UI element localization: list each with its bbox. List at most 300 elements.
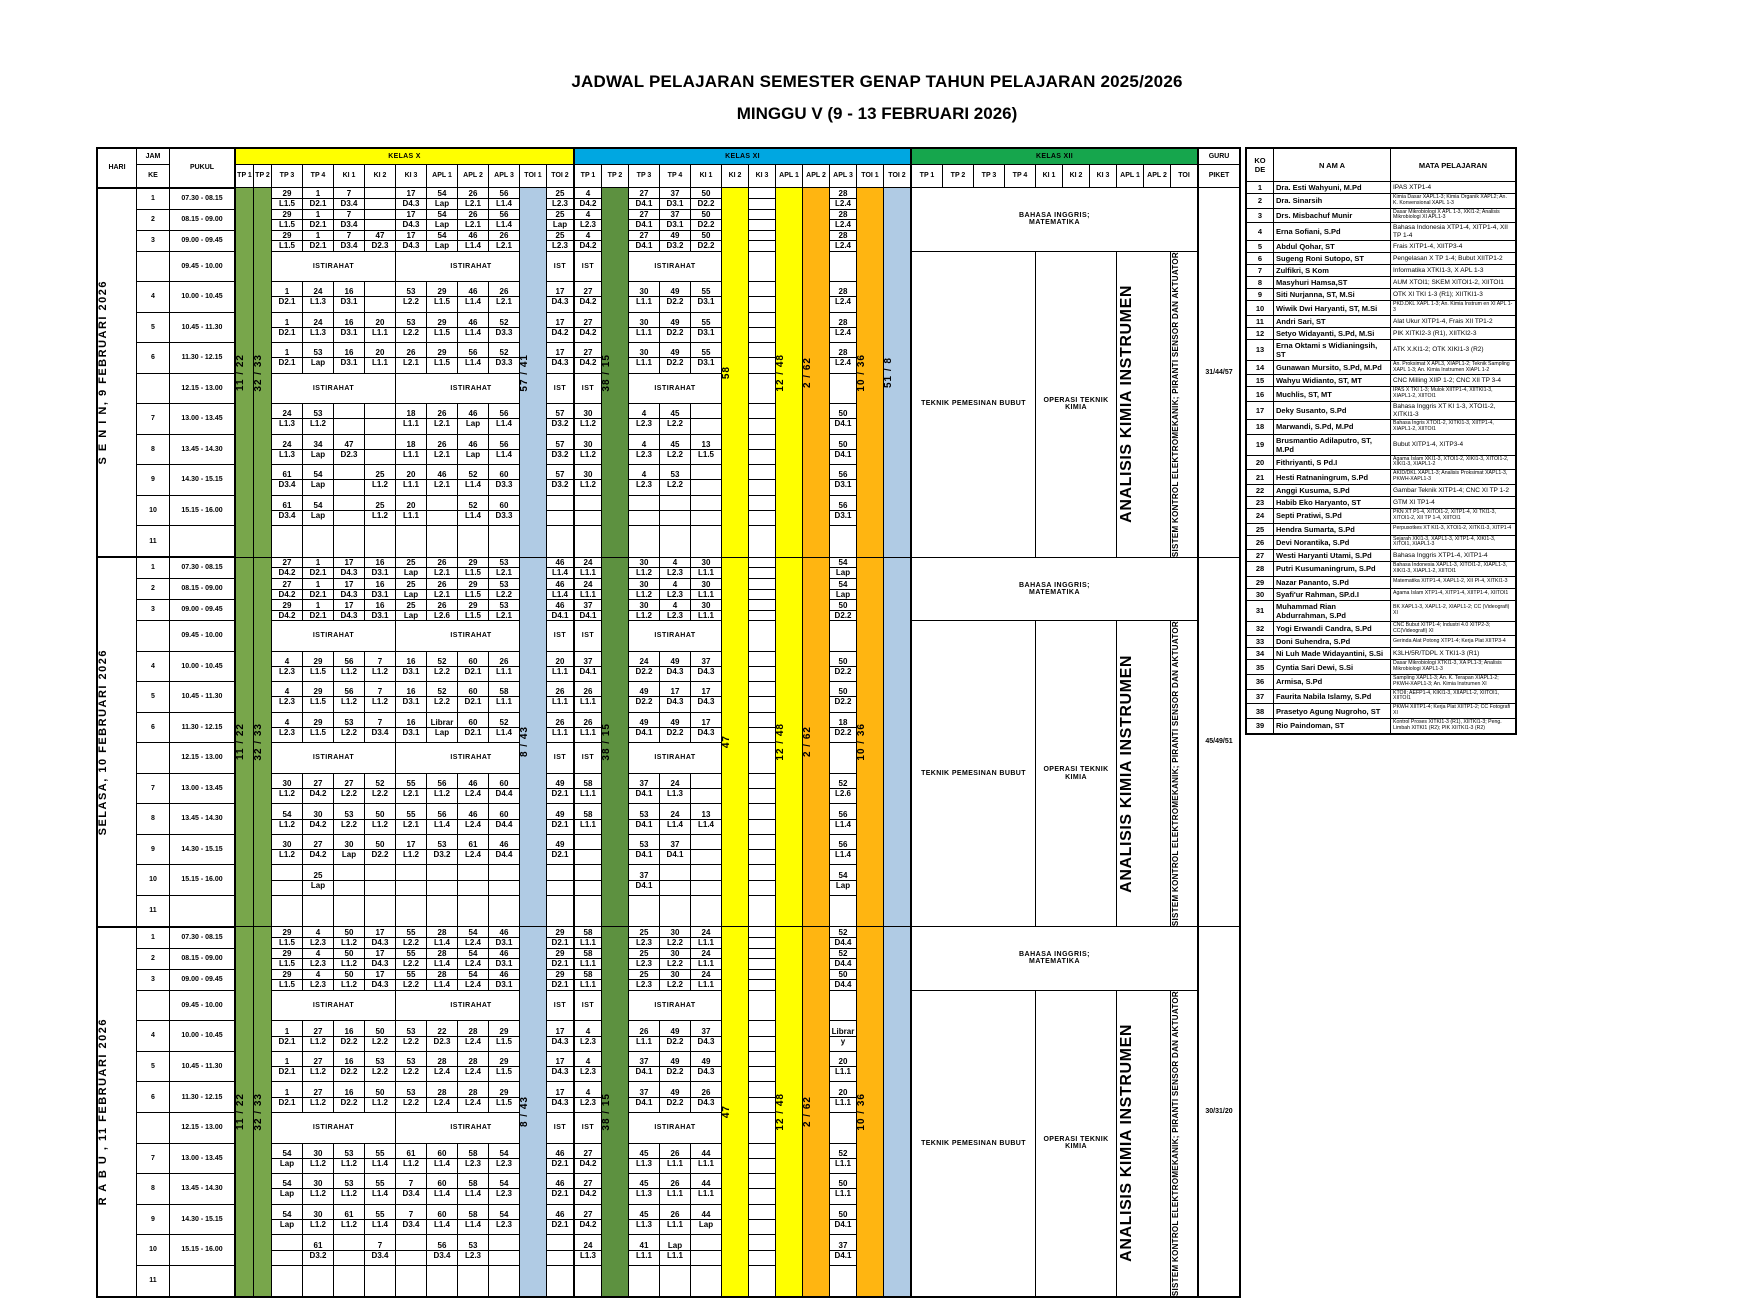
lesson-cell [749, 312, 776, 343]
teacher-code: 52 [838, 1148, 848, 1158]
room-code: D3.1 [691, 327, 721, 337]
tally-label: 2 / 62 [802, 356, 813, 388]
room-code: D4.1 [575, 666, 601, 676]
teacher-code: 46 [499, 840, 509, 850]
room-code: L2.3 [660, 567, 690, 577]
lesson-cell [396, 312, 427, 343]
teacher-row [1246, 523, 1516, 535]
teacher-code: 46 [468, 409, 478, 419]
lesson-cell [396, 834, 427, 865]
teacher-code: 29 [468, 600, 478, 610]
teacher-mapel: PKN XT P1-4, XITOI1-2, XITP1-4, XI TKI1-3, XITOI1-2, XII TP 1-4, XIITOI1 [1391, 508, 1517, 523]
teacher-mapel: Matematika XITP1-4, XAPL1-2, XII PI-4, XITKI1-3 [1391, 576, 1517, 588]
teacher-code: 30 [701, 600, 711, 610]
teacher-kode: 25 [1246, 523, 1274, 535]
ist-label: IST [547, 990, 575, 1021]
teacher-code: 30 [313, 1210, 323, 1220]
lesson-cell [303, 712, 334, 743]
teacher-code: 60 [437, 1210, 447, 1220]
teacher-code: 26 [468, 210, 478, 219]
room-code [749, 1250, 775, 1260]
teacher-code: 54 [468, 970, 478, 980]
room-code: D2.1 [303, 198, 333, 208]
pukul: 13.00 - 13.45 [170, 1143, 236, 1174]
room-code: L1.2 [396, 849, 426, 859]
istirahat-label: ISTIRAHAT [272, 621, 396, 652]
lesson-cell [574, 1021, 602, 1052]
teacher-code: 16 [344, 348, 354, 358]
lesson-cell [574, 682, 602, 713]
lesson-cell [629, 969, 660, 990]
lesson-cell [272, 312, 303, 343]
header-xii-tp3: TP 3 [974, 165, 1005, 188]
room-code: D2.1 [458, 696, 488, 706]
lesson-cell [629, 600, 660, 621]
room-code: L1.2 [427, 788, 457, 798]
teacher-code: 17 [375, 949, 385, 959]
lesson-cell [660, 600, 691, 621]
teacher-code: 49 [639, 687, 649, 697]
lesson-cell [458, 465, 489, 496]
room-code: D2.2 [660, 357, 690, 367]
room-code: L1.2 [365, 666, 395, 676]
room-code: D2.2 [334, 1066, 364, 1076]
teacher-code [749, 501, 775, 510]
room-code: D4.4 [489, 788, 519, 798]
teacher-code: 4 [641, 439, 647, 449]
teacher-code: 27 [282, 558, 292, 568]
room-code: L1.1 [396, 479, 426, 489]
header-x-tp4: TP 4 [303, 165, 334, 188]
teacher-code: 49 [701, 1057, 711, 1067]
teacher-code [365, 287, 395, 296]
teacher-code: 16 [406, 717, 416, 727]
pukul: 13.45 - 14.30 [170, 804, 236, 835]
pukul [170, 526, 236, 557]
lesson-cell [396, 230, 427, 251]
teacher-code: 52 [468, 470, 478, 480]
room-code [749, 819, 775, 829]
teacher-kode: 13 [1246, 339, 1274, 360]
lesson-cell [365, 1051, 396, 1082]
room-code: L2.3 [660, 589, 690, 599]
room-code: D4.3 [547, 357, 573, 367]
room-code: L1.4 [547, 589, 573, 599]
empty-cell [489, 1265, 520, 1296]
lesson-cell [574, 773, 602, 804]
teacher-row [1246, 508, 1516, 523]
teacher-row [1246, 289, 1516, 301]
room-code: D4.1 [629, 198, 659, 208]
pukul: 12.15 - 13.00 [170, 373, 236, 404]
room-code: L2.2 [396, 958, 426, 968]
teacher-code: 57 [555, 409, 565, 419]
empty-cell [547, 526, 575, 557]
header-piket: PIKET [1198, 165, 1240, 188]
lesson-cell [574, 1082, 602, 1113]
header-x-apl3: APL 3 [489, 165, 520, 188]
room-code: D2.2 [660, 327, 690, 337]
operasi-teknik-kimia: OPERASI TEKNIK KIMIA [1036, 621, 1117, 927]
lesson-cell [691, 495, 722, 526]
lesson-cell [489, 312, 520, 343]
lesson-cell [458, 495, 489, 526]
lesson-cell [830, 282, 857, 313]
room-code: D4.3 [396, 198, 426, 208]
lesson-cell [489, 404, 520, 435]
room-code: L1.1 [660, 1250, 690, 1260]
teacher-code: 54 [838, 558, 848, 568]
istirahat-label: ISTIRAHAT [272, 743, 396, 774]
teacher-code: 16 [344, 1026, 354, 1036]
room-code: L2.1 [489, 296, 519, 306]
lesson-cell [574, 1174, 602, 1205]
room-code: L2.2 [396, 1036, 426, 1046]
room-code: D3.2 [660, 240, 690, 250]
tally-label: 32 / 33 [253, 723, 264, 761]
lesson-cell [396, 188, 427, 210]
pukul: 07.30 - 08.15 [170, 927, 236, 949]
lesson-cell [272, 1051, 303, 1082]
jam-ke: 3 [137, 969, 170, 990]
lesson-cell [574, 343, 602, 374]
lesson-cell [629, 804, 660, 835]
lesson-cell [396, 465, 427, 496]
lesson-cell [830, 579, 857, 600]
teacher-code: 37 [583, 656, 593, 666]
room-code: Lap [272, 1219, 302, 1229]
teacher-code [749, 1179, 775, 1188]
tally-label: 11 / 22 [235, 723, 246, 761]
teacher-nama: Andri Sari, ST [1274, 315, 1391, 327]
tally-xi-7 [776, 927, 803, 1297]
lesson-cell [547, 579, 575, 600]
teacher-code: 28 [838, 287, 848, 297]
jam-ke: 9 [137, 834, 170, 865]
lesson-cell [396, 1082, 427, 1113]
teacher-code: 20 [375, 317, 385, 327]
lesson-cell [272, 865, 303, 896]
lesson-cell [574, 282, 602, 313]
room-code: L1.3 [272, 418, 302, 428]
teacher-code: 17 [344, 600, 354, 610]
lesson-cell [574, 434, 602, 465]
room-code: D3.3 [489, 510, 519, 520]
lesson-cell [427, 1082, 458, 1113]
lesson-cell [334, 282, 365, 313]
teacher-code: 30 [701, 558, 711, 568]
room-code: L2.2 [660, 418, 690, 428]
teacher-code [660, 871, 690, 880]
room-code: L1.4 [489, 727, 519, 737]
lesson-cell [574, 557, 602, 579]
pukul: 15.15 - 16.00 [170, 865, 236, 896]
room-code: Lap [272, 1158, 302, 1168]
analisis-kimia-instrumen [1117, 990, 1171, 1297]
room-code: L2.3 [303, 979, 333, 989]
room-code: L2.3 [272, 727, 302, 737]
header-xii-apl2: APL 2 [1144, 165, 1171, 188]
lesson-cell [660, 682, 691, 713]
room-code: L1.4 [691, 819, 721, 829]
header-xii-tp1: TP 1 [911, 165, 943, 188]
lesson-cell [830, 773, 857, 804]
header-jam: JAM [137, 148, 170, 165]
room-code: L1.1 [489, 696, 519, 706]
teacher-code [489, 871, 519, 880]
lesson-cell [334, 465, 365, 496]
lesson-cell [334, 948, 365, 969]
pukul: 13.45 - 14.30 [170, 1174, 236, 1205]
teacher-kode: 4 [1246, 223, 1274, 241]
lesson-cell [629, 927, 660, 949]
room-code: L1.1 [575, 819, 601, 829]
pukul: 09.00 - 09.45 [170, 600, 236, 621]
lesson-cell [691, 1174, 722, 1205]
lesson-cell [574, 209, 602, 230]
lesson-cell [574, 712, 602, 743]
lesson-cell [272, 434, 303, 465]
room-code: L2.4 [830, 240, 856, 250]
room-code [749, 666, 775, 676]
empty-cell [574, 895, 602, 926]
teacher-row [1246, 434, 1516, 455]
lesson-cell [365, 651, 396, 682]
teacher-code: 17 [670, 687, 680, 697]
lesson-cell [303, 434, 334, 465]
empty-cell [547, 1265, 575, 1296]
room-code [749, 1066, 775, 1076]
teacher-code: 46 [468, 779, 478, 789]
lesson-cell [272, 1235, 303, 1266]
lesson-cell [303, 579, 334, 600]
lesson-cell [334, 682, 365, 713]
teacher-code: 24 [282, 439, 292, 449]
teacher-code: 17 [375, 927, 385, 937]
ist-label [749, 990, 776, 1021]
teacher-code: 45 [639, 1179, 649, 1189]
teacher-code: 17 [555, 1057, 565, 1067]
teacher-row [1246, 315, 1516, 327]
jam-ke: 4 [137, 651, 170, 682]
lesson-cell [303, 682, 334, 713]
teacher-code: 24 [670, 809, 680, 819]
bahasa-inggris-matematika [911, 557, 1198, 621]
lesson-cell [691, 834, 722, 865]
room-code: L2.1 [489, 567, 519, 577]
room-code: L1.5 [427, 296, 457, 306]
teacher-code: Lap [667, 1240, 683, 1250]
pukul: 14.30 - 15.15 [170, 1204, 236, 1235]
lesson-cell [660, 188, 691, 210]
teacher-reference-table [1245, 147, 1517, 735]
teacher-code [575, 501, 601, 510]
teacher-code: 28 [437, 1087, 447, 1097]
room-code: L2.4 [458, 958, 488, 968]
room-code [749, 849, 775, 859]
room-code: D2.1 [272, 327, 302, 337]
teacher-code: 1 [315, 188, 321, 198]
teacher-kode: 23 [1246, 496, 1274, 508]
room-code: D3.1 [396, 666, 426, 676]
lesson-cell [629, 188, 660, 210]
teacher-code: 4 [585, 1057, 591, 1067]
lesson-cell [396, 804, 427, 835]
lesson-cell [660, 948, 691, 969]
room-code [749, 1158, 775, 1168]
lesson-cell [660, 579, 691, 600]
lesson-cell [547, 927, 575, 949]
teacher-code: 28 [468, 1026, 478, 1036]
pukul: 10.00 - 10.45 [170, 1021, 236, 1052]
room-code: L1.3 [272, 449, 302, 459]
teacher-row [1246, 253, 1516, 265]
lesson-cell [629, 1204, 660, 1235]
room-code: L1.4 [830, 849, 856, 859]
lesson-cell [574, 969, 602, 990]
lesson-cell [427, 434, 458, 465]
ist-label [749, 251, 776, 282]
teacher-code: 30 [670, 970, 680, 980]
lesson-cell [303, 230, 334, 251]
teacher-code: 17 [555, 317, 565, 327]
teacher-code: 60 [499, 809, 509, 819]
room-code: D2.2 [691, 240, 721, 250]
teacher-nama: Syafi'ur Rahman, SP.d.I [1274, 588, 1391, 600]
room-code: L2.2 [365, 1036, 395, 1046]
tally-x-0 [235, 188, 254, 558]
empty-cell [458, 1265, 489, 1296]
teacher-row [1246, 535, 1516, 550]
teacher-nama: Dra. Sinarsih [1274, 194, 1391, 209]
ist-label [830, 621, 857, 652]
room-code: L1.2 [303, 418, 333, 428]
teacher-code: 29 [468, 558, 478, 568]
pukul: 09.00 - 09.45 [170, 230, 236, 251]
lesson-cell [749, 969, 776, 990]
lesson-cell [334, 927, 365, 949]
teacher-code: 7 [377, 656, 383, 666]
lesson-cell [749, 927, 776, 949]
istirahat-label: ISTIRAHAT [396, 621, 547, 652]
lesson-cell [830, 969, 857, 990]
teacher-code [691, 501, 721, 510]
empty-cell [272, 526, 303, 557]
room-code: L1.5 [272, 240, 302, 250]
lesson-cell [830, 188, 857, 210]
room-code: D2.1 [272, 1066, 302, 1076]
lesson-cell [547, 434, 575, 465]
room-code [427, 880, 457, 890]
lesson-cell [334, 1051, 365, 1082]
lesson-cell [303, 1143, 334, 1174]
teacher-code: 4 [641, 409, 647, 419]
room-code: L2.6 [830, 788, 856, 798]
room-code: L1.5 [691, 449, 721, 459]
room-code [334, 418, 364, 428]
teacher-code: 27 [313, 779, 323, 789]
teacher-code: 58 [499, 687, 509, 697]
room-code: L1.1 [691, 937, 721, 947]
room-code: L1.2 [303, 1097, 333, 1107]
pukul: 11.30 - 12.15 [170, 343, 236, 374]
teacher-code [396, 871, 426, 880]
teacher-code: 29 [313, 717, 323, 727]
room-code: D4.1 [830, 1219, 856, 1229]
lesson-cell [629, 434, 660, 465]
room-code: L2.2 [660, 937, 690, 947]
jam-ke: 8 [137, 434, 170, 465]
room-code: L2.2 [396, 1097, 426, 1107]
schedule-table [96, 147, 1241, 1298]
lesson-cell [691, 1021, 722, 1052]
lesson-cell [749, 188, 776, 210]
lesson-cell [365, 1174, 396, 1205]
room-code: L1.2 [334, 1219, 364, 1229]
empty-cell [365, 1265, 396, 1296]
lesson-cell [427, 1021, 458, 1052]
teacher-code: 16 [406, 687, 416, 697]
tally-x-1 [254, 188, 272, 558]
lesson-cell [749, 600, 776, 621]
room-code: D4.4 [830, 979, 856, 989]
teacher-code [427, 501, 457, 510]
lesson-cell [272, 557, 303, 579]
teacher-code: 46 [555, 558, 565, 568]
room-code: L1.5 [272, 979, 302, 989]
teacher-code: 30 [639, 287, 649, 297]
room-code [749, 880, 775, 890]
teacher-code: 30 [313, 1179, 323, 1189]
teacher-code: 4 [672, 579, 678, 589]
teacher-row [1246, 600, 1516, 621]
istirahat-label: ISTIRAHAT [629, 373, 722, 404]
lesson-cell [272, 343, 303, 374]
teacher-code [691, 840, 721, 849]
lesson-cell [365, 834, 396, 865]
analisis-kimia-label: ANALISIS KIMIA INSTRUMEN [1118, 285, 1135, 523]
day-name [97, 927, 137, 1297]
lesson-cell [830, 230, 857, 251]
room-code: D3.1 [489, 979, 519, 989]
room-code: L1.2 [629, 589, 659, 599]
teacher-code: 26 [437, 558, 447, 568]
empty-cell [489, 526, 520, 557]
lesson-cell [489, 343, 520, 374]
room-code: L1.1 [691, 958, 721, 968]
header-xi-ki3: KI 3 [749, 165, 776, 188]
teacher-kode: 2 [1246, 194, 1274, 209]
room-code: D4.4 [830, 958, 856, 968]
lesson-cell [272, 465, 303, 496]
header-xii-toi: TOI [1171, 165, 1199, 188]
lesson-cell [691, 969, 722, 990]
lesson-cell [574, 1204, 602, 1235]
teknik-pemesinan-bubut: TEKNIK PEMESINAN BUBUT [911, 251, 1036, 557]
teacher-code: 26 [670, 1210, 680, 1220]
lesson-cell [365, 1082, 396, 1113]
room-code: D2.1 [272, 357, 302, 367]
lesson-cell [396, 948, 427, 969]
teacher-code [749, 348, 775, 357]
room-code: D2.1 [547, 958, 573, 968]
room-code: Lap [303, 479, 333, 489]
teacher-code: 4 [585, 210, 591, 219]
jam-ke [137, 251, 170, 282]
teacher-code [749, 970, 775, 979]
header-xii-ki2: KI 2 [1063, 165, 1090, 188]
lesson-cell [489, 1082, 520, 1113]
